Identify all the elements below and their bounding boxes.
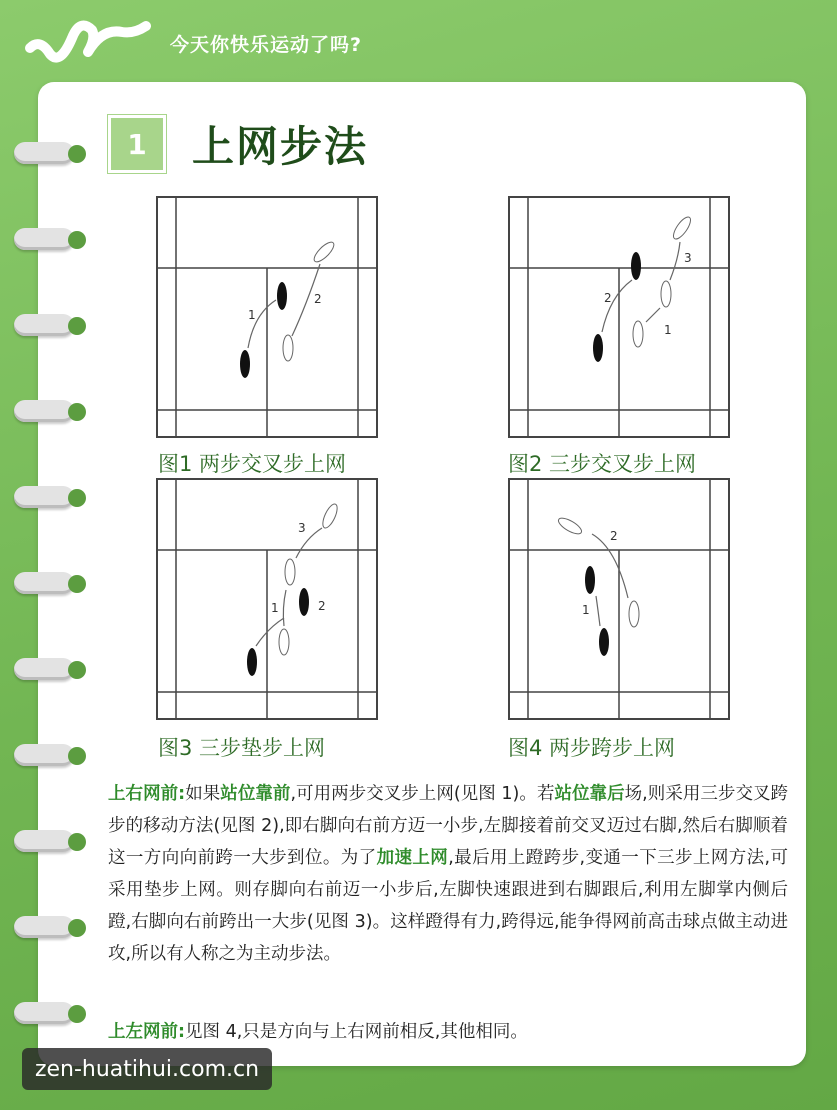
paragraph-text: 见图 4,只是方向与上右网前相反,其他相同。 — [185, 1022, 528, 1042]
footprint-icon — [285, 559, 295, 585]
figure-caption: 图4 两步跨步上网 — [508, 736, 676, 760]
court-diagram-fig4 — [508, 478, 730, 720]
step-label: 2 — [314, 292, 322, 306]
paragraph-right-net — [108, 778, 788, 970]
footprint-icon — [240, 350, 250, 378]
binder-ring — [14, 314, 82, 340]
footprint-icon — [247, 648, 257, 676]
footprint-icon — [320, 502, 340, 530]
paragraph-lead: 上右网前: — [108, 784, 186, 804]
binder-ring — [14, 142, 82, 168]
footprint-icon — [593, 334, 603, 362]
step-label: 3 — [298, 521, 306, 535]
section-number: 1 — [108, 115, 166, 173]
step-label: 1 — [664, 323, 672, 337]
step-label: 2 — [610, 529, 618, 543]
footprint-icon — [277, 282, 287, 310]
footprint-icon — [311, 239, 336, 264]
checkmark-logo-icon — [22, 8, 152, 70]
binder-ring — [14, 830, 82, 856]
step-label: 2 — [604, 291, 612, 305]
highlight-text: 站位靠后 — [554, 784, 625, 804]
footprint-icon — [279, 629, 289, 655]
footprint-icon — [299, 588, 309, 616]
watermark: zen-huatihui.com.cn — [22, 1048, 272, 1090]
binder-ring — [14, 1002, 82, 1028]
footprint-icon — [631, 252, 641, 280]
binder-ring — [14, 400, 82, 426]
step-label: 1 — [248, 308, 256, 322]
paragraph-text: 场,则采用三步交叉跨步的移动方法(见图 2),即右脚向右前方迈一小步,左脚接着前交叉迈过右脚,然后右脚顺着这一方向向前跨一大步到位。为了 — [108, 784, 789, 868]
step-label: 1 — [271, 601, 279, 615]
step-label: 3 — [684, 251, 692, 265]
footprint-icon — [556, 515, 584, 537]
footprint-icon — [661, 281, 671, 307]
paragraph-text: ,最后用上蹬跨步,变通一下三步上网方法,可采用垫步上网。则存脚向右前迈一小步后,左脚快速跟进到右脚跟后,利用左脚掌内侧后蹬,右脚向右前跨出一大步(见图 3)。这样蹬得有力,跨得远,能争得网前高击球点做主动进攻,所以有人称之为主动步法。 — [108, 848, 789, 964]
binder-ring — [14, 572, 82, 598]
binder-ring — [14, 916, 82, 942]
court-diagram-fig1 — [156, 196, 378, 438]
figure-caption: 图1 两步交叉步上网 — [158, 452, 347, 476]
binder-ring — [14, 658, 82, 684]
binder-ring — [14, 744, 82, 770]
binder-ring — [14, 486, 82, 512]
binder-ring — [14, 228, 82, 254]
figure-caption: 图2 三步交叉步上网 — [508, 452, 697, 476]
footprint-icon — [670, 214, 693, 241]
court-diagram-fig3 — [156, 478, 378, 720]
paragraph-left-net — [108, 1018, 528, 1043]
highlight-text: 站位靠前 — [220, 784, 291, 804]
header-slogan: 今天你快乐运动了吗? — [170, 34, 363, 56]
figure-caption: 图3 三步垫步上网 — [158, 736, 326, 760]
footprint-icon — [283, 335, 293, 361]
paragraph-text: 如果 — [185, 784, 221, 804]
court-diagram-fig2 — [508, 196, 730, 438]
section-title: 上网步法 — [192, 122, 369, 171]
footprint-icon — [629, 601, 639, 627]
paragraph-text: ,可用两步交叉步上网(见图 1)。若 — [290, 784, 555, 804]
paragraph-lead: 上左网前: — [108, 1022, 185, 1042]
footprint-icon — [585, 566, 595, 594]
step-label: 1 — [582, 603, 590, 617]
footprint-icon — [633, 321, 643, 347]
footprint-icon — [599, 628, 609, 656]
highlight-text: 加速上网 — [376, 848, 449, 868]
step-label: 2 — [318, 599, 326, 613]
